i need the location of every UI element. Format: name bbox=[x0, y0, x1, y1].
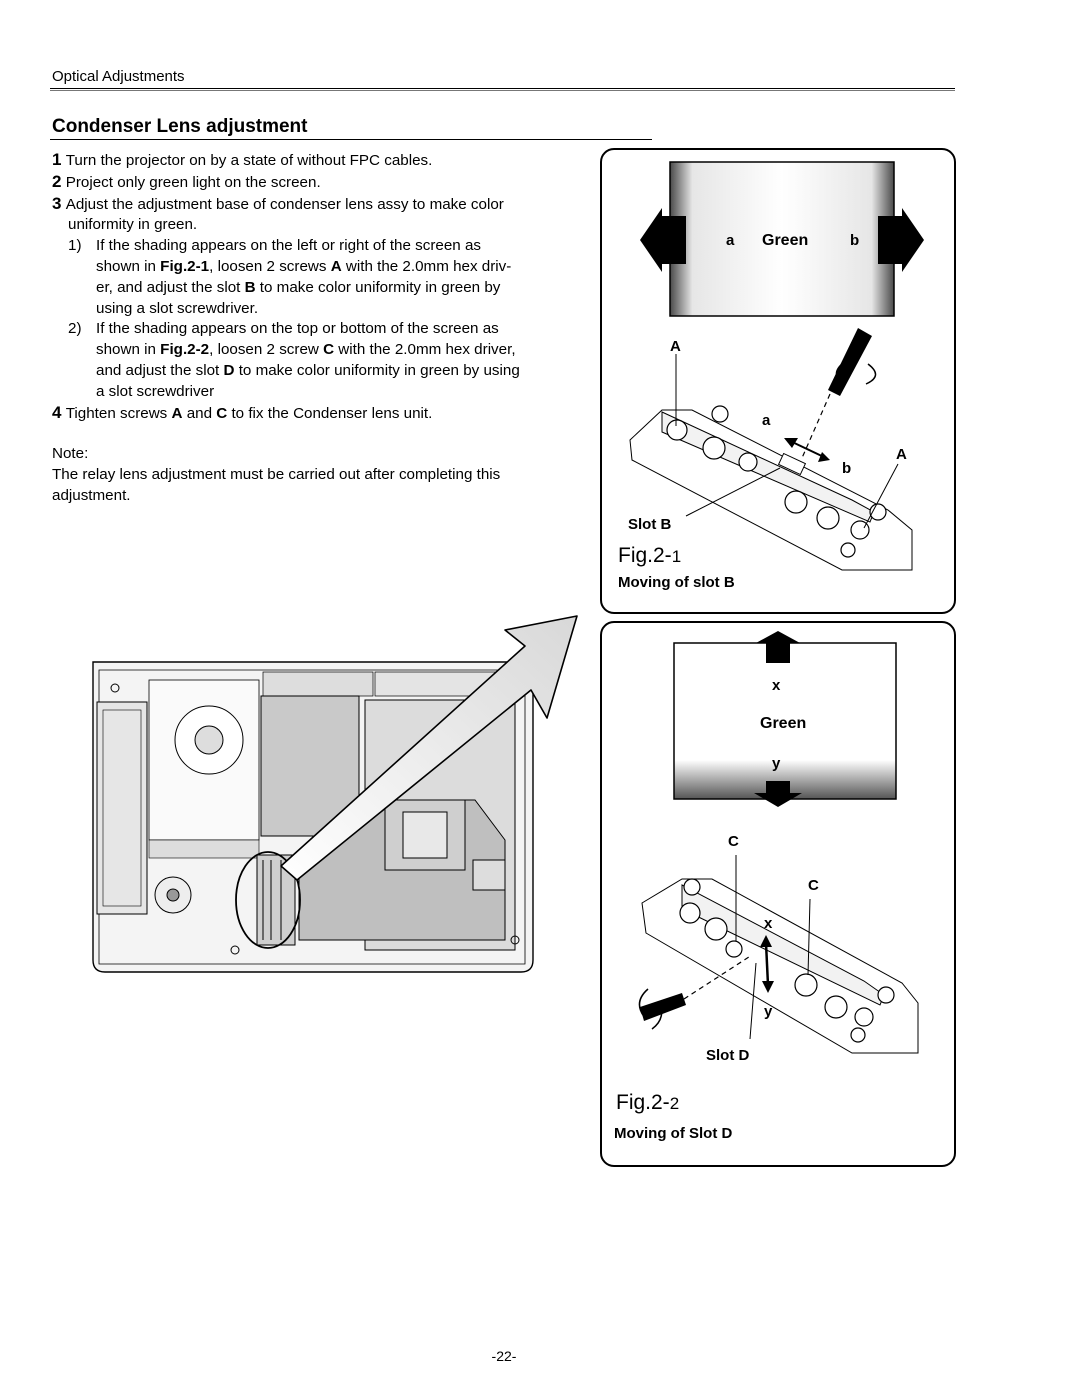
note-text-2: adjustment. bbox=[52, 486, 131, 504]
step-2: 2 Project only green light on the screen. bbox=[52, 171, 321, 191]
fig1-screen-b: b bbox=[850, 232, 860, 249]
title-rule bbox=[50, 139, 652, 140]
fig2-label-C-right: C bbox=[808, 877, 819, 894]
fig2-slot-label: Slot D bbox=[706, 1047, 750, 1064]
fig1-caption: Moving of slot B bbox=[618, 574, 735, 591]
substep-1: 1) If the shading appears on the left or right of the screen as shown in Fig.2-1, loosen 2 screws A with the 2.0mm hex driv- er, and adjust the slot B to make color uniformity in green by using a slot screwdriver. bbox=[68, 237, 512, 317]
substep-2: 2) If the shading appears on the top or bottom of the screen as shown in Fig.2-2, loosen 2 screw C with the 2.0mm hex driver, and adjust the slot D to make color uniformity in green by using a slot screwdriver bbox=[68, 320, 520, 400]
step-1: 1 Turn the projector on by a state of without FPC cables. bbox=[52, 150, 433, 169]
fig-2-1-illustration bbox=[602, 150, 954, 612]
step-3: 3 Adjust the adjustment base of condenser lens assy to make color bbox=[52, 193, 504, 213]
fig1-label: Fig.2-1 bbox=[618, 544, 682, 567]
fig-2-2-panel bbox=[600, 621, 956, 1167]
step-4: 4 Tighten screws A and C to fix the Condenser lens unit. bbox=[52, 402, 433, 422]
fig1-screen-a: a bbox=[726, 232, 735, 249]
fig-ref: Fig.2-1 bbox=[160, 257, 210, 275]
fig2-label-x-top: x bbox=[772, 677, 781, 694]
fig1-label-a: a bbox=[762, 412, 771, 429]
fig-2-2-illustration bbox=[602, 623, 954, 1165]
fig-2-1-panel bbox=[600, 148, 956, 614]
fig1-label-A: A bbox=[670, 338, 681, 355]
note-label: Note: bbox=[52, 445, 89, 463]
header-rule bbox=[50, 88, 955, 91]
fig1-label-b: b bbox=[842, 460, 852, 477]
projector-diagram bbox=[85, 610, 585, 980]
fig2-label-x: x bbox=[764, 915, 773, 932]
fig2-label-C-left: C bbox=[728, 833, 739, 850]
step-3-cont: uniformity in green. bbox=[68, 216, 198, 234]
fig1-slot-label: Slot B bbox=[628, 516, 672, 533]
note-text-1: The relay lens adjustment must be carried out after completing this bbox=[52, 466, 501, 484]
page-number: -22- bbox=[491, 1348, 517, 1364]
fig2-label: Fig.2-2 bbox=[616, 1091, 680, 1114]
fig2-caption: Moving of Slot D bbox=[614, 1125, 733, 1142]
fig-ref: Fig.2-2 bbox=[160, 341, 210, 359]
fig1-label-A-right: A bbox=[896, 446, 907, 463]
fig2-label-y-top: y bbox=[772, 755, 781, 772]
page-title: Condenser Lens adjustment bbox=[52, 116, 308, 137]
fig2-label-y: y bbox=[764, 1003, 773, 1020]
section-label: Optical Adjustments bbox=[52, 68, 185, 85]
step-list bbox=[52, 150, 592, 507]
fig2-screen-green: Green bbox=[760, 715, 807, 732]
fig1-screen-green: Green bbox=[762, 232, 809, 249]
